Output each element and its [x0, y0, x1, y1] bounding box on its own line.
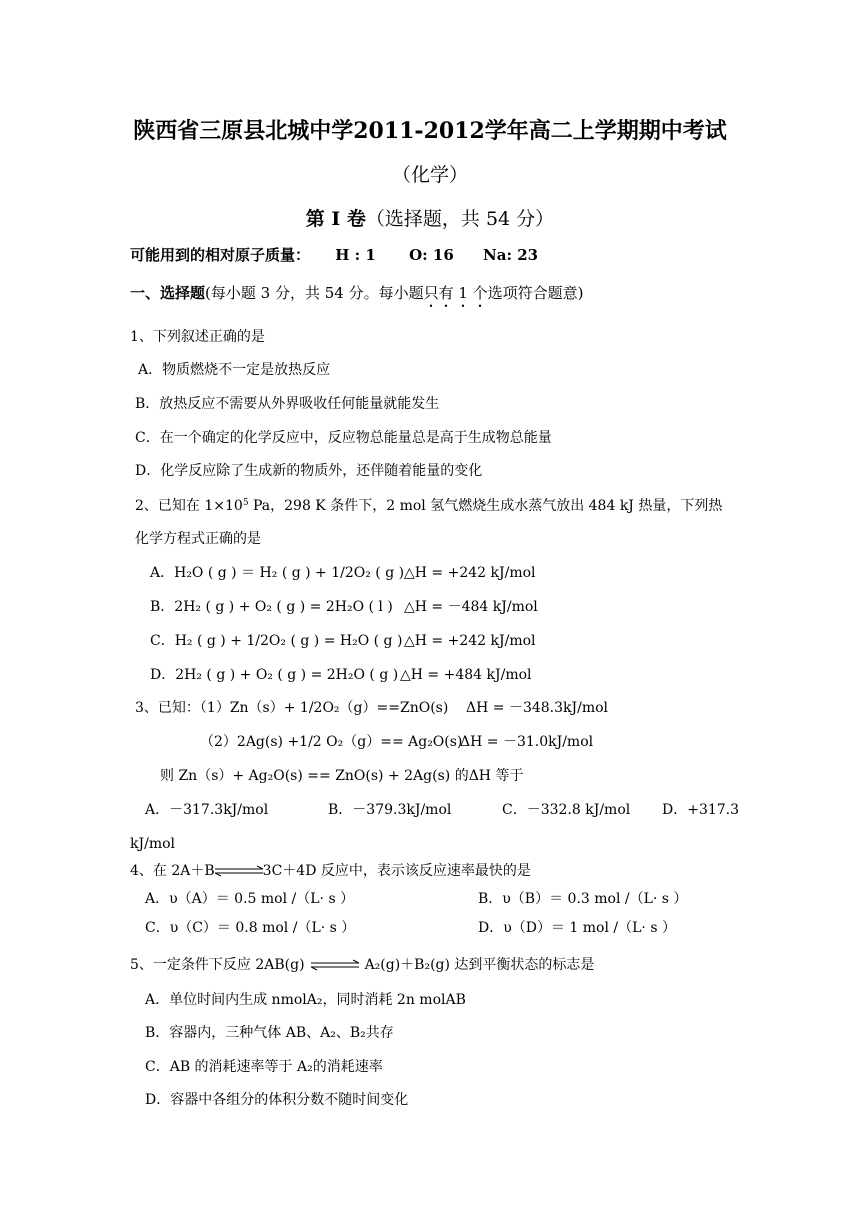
atomic-mass-label: 可能用到的相对原子质量： — [130, 246, 311, 264]
q5-option-b: B．容器内，三种气体 AB、A₂、B₂共存 — [145, 1025, 394, 1041]
q1-option-c: C．在一个确定的化学反应中，反应物总能量总是高于生成物总能量 — [135, 430, 552, 446]
q2-option-b-dh: △H = －484 kJ/mol — [404, 599, 538, 615]
exam-title: 陕西省三原县北城中学2011-2012学年高二上学期期中考试 — [133, 118, 727, 144]
equilibrium-arrows-icon — [215, 865, 263, 877]
equilibrium-arrows-icon — [311, 959, 359, 971]
section-label: 一、选择题 — [130, 284, 206, 302]
q3-option-c: C．－332.8 kJ/mol — [502, 802, 631, 818]
q2-option-d-dh: △H = +484 kJ/mol — [400, 667, 532, 683]
q3-line3: 则 Zn（s）+ Ag₂O(s) == ZnO(s) + 2Ag(s) 的ΔH 等于 — [160, 768, 524, 784]
q5-stem — [130, 956, 594, 974]
q4-option-a: A．υ（A）＝ 0.5 mol /（L· s ） — [145, 891, 355, 907]
q3-dh2: ΔH = －31.0kJ/mol — [460, 734, 594, 750]
q2-option-b-eq: B．2H₂ ( g ) + O₂ ( g ) = 2H₂O ( l ) — [150, 599, 393, 615]
exam-subject: （化学） — [391, 164, 468, 186]
q2-stem — [135, 497, 722, 515]
q2-option-a-eq: A．H₂O ( g ) ＝ H₂ ( g ) + 1/2O₂ ( g ) — [150, 565, 405, 581]
volume-label: 第 I 卷 — [305, 208, 366, 230]
section-heading — [130, 284, 584, 311]
section-desc-a: (每小题 3 分，共 54 分。每小题 — [205, 284, 424, 302]
q2-stem-b: Pa，298 K 条件下，2 mol 氢气燃烧生成水蒸气放出 484 kJ 热量，下列热 — [248, 498, 723, 514]
q4-option-c: C．υ（C）＝ 0.8 mol /（L· s ） — [145, 920, 356, 936]
q3-option-a: A．－317.3kJ/mol — [145, 802, 269, 818]
volume-heading — [0, 204, 860, 231]
section-desc-emphasis: 只有 1 个 — [423, 284, 488, 302]
q2-option-d-eq: D．2H₂ ( g ) + O₂ ( g ) = 2H₂O ( g ) — [150, 667, 399, 683]
q2-option-c-dh: △H = +242 kJ/mol — [404, 633, 536, 649]
q1-stem: 1、下列叙述正确的是 — [130, 329, 265, 345]
q4-option-b: B．υ（B）＝ 0.3 mol /（L· s ） — [478, 891, 688, 907]
q5-option-d: D．容器中各组分的体积分数不随时间变化 — [145, 1092, 409, 1108]
q2-option-c-eq: C．H₂ ( g ) + 1/2O₂ ( g ) = H₂O ( g ) — [150, 633, 403, 649]
q5-stem-a: 5、一定条件下反应 2AB(g) — [130, 957, 305, 973]
atomic-mass-h: H : 1 — [335, 246, 376, 264]
q3-option-d-cont: kJ/mol — [130, 836, 175, 852]
q3-option-b: B．－379.3kJ/mol — [328, 802, 452, 818]
q5-option-c: C．AB 的消耗速率等于 A₂的消耗速率 — [145, 1059, 383, 1075]
q2-stem-exponent: 5 — [242, 498, 249, 508]
q3-line2: （2）2Ag(s) +1/2 O₂（g）== Ag₂O(s) — [200, 734, 463, 750]
q3-dh1: ΔH = －348.3kJ/mol — [466, 700, 609, 716]
atomic-mass-o: O: 16 — [409, 246, 454, 264]
volume-description: （选择题，共 54 分） — [365, 208, 555, 230]
q1-option-b: B．放热反应不需要从外界吸收任何能量就能发生 — [135, 396, 440, 412]
q2-stem-a: 2、已知在 1×10 — [135, 498, 243, 514]
q2-stem-cont: 化学方程式正确的是 — [135, 531, 261, 547]
q5-stem-b: A₂(g)＋B₂(g) 达到平衡状态的标志是 — [364, 957, 595, 973]
q4-stem-b: 3C＋4D 反应中，表示该反应速率最快的是 — [262, 863, 531, 879]
section-desc-b: 选项符合题意) — [487, 284, 584, 302]
q3-stem: 3、已知：（1）Zn（s）+ 1/2O₂（g）==ZnO(s) — [135, 700, 449, 716]
q4-option-d: D．υ（D）＝ 1 mol /（L· s ） — [478, 920, 676, 936]
q4-stem — [130, 862, 531, 880]
q3-option-d: D．+317.3 — [662, 802, 740, 818]
atomic-mass-na: Na: 23 — [483, 246, 539, 264]
atomic-mass-line — [130, 246, 538, 264]
q1-option-a: A．物质燃烧不一定是放热反应 — [138, 362, 331, 378]
q2-option-a-dh: △H = +242 kJ/mol — [404, 565, 536, 581]
q5-option-a: A．单位时间内生成 nmolA₂，同时消耗 2n molAB — [145, 992, 466, 1008]
q4-stem-a: 4、在 2A＋B — [130, 863, 215, 879]
q1-option-d: D．化学反应除了生成新的物质外，还伴随着能量的变化 — [135, 463, 483, 479]
